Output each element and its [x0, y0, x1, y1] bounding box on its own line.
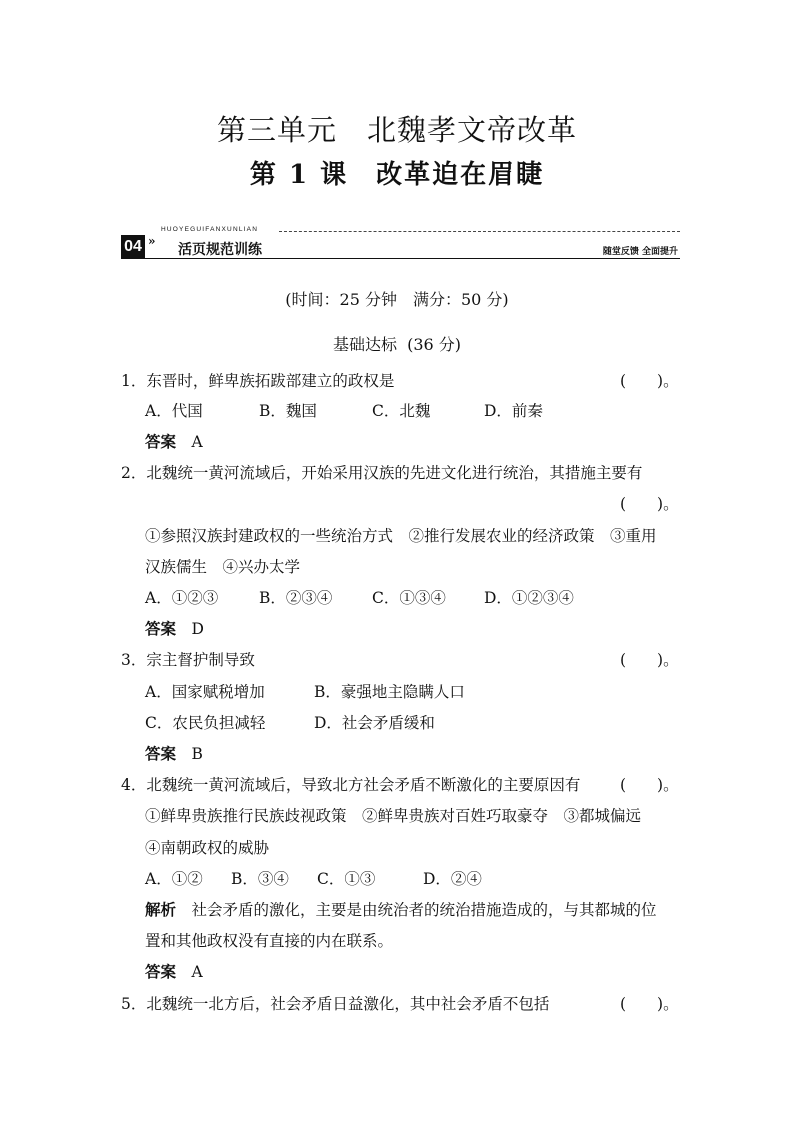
answer-label: 答案: [145, 744, 177, 763]
question-4-bracket: ( )。: [620, 776, 679, 794]
banner-label: 活页规范训练: [178, 242, 262, 258]
unit-title: 第三单元 北魏孝文帝改革: [216, 113, 577, 147]
question-1-option-a: A．代国: [145, 402, 203, 420]
question-3-answer: [145, 744, 203, 764]
question-4-option-d: D．②④: [423, 870, 482, 888]
question-2-option-d: D．①②③④: [484, 589, 574, 607]
question-4-answer: [145, 962, 203, 982]
answer-value: A: [191, 433, 203, 451]
section-title: 基础达标 (36 分): [332, 335, 462, 354]
question-5-bracket: ( )。: [620, 995, 679, 1013]
question-4-analysis-line1: [145, 900, 657, 920]
question-2-bracket: ( )。: [620, 495, 679, 513]
answer-label: 答案: [145, 962, 177, 981]
question-3-bracket: ( )。: [620, 651, 679, 669]
exam-info: (时间：25 分钟 满分：50 分): [285, 290, 509, 309]
banner-right-text: 随堂反馈 全面提升: [602, 247, 678, 257]
question-2-answer: [145, 619, 204, 639]
banner-pinyin: HUOYEGUIFANXUNLIAN: [161, 226, 259, 233]
question-1-bracket: ( )。: [620, 372, 679, 390]
banner-underline: [121, 258, 680, 259]
question-3-option-a: A．国家赋税增加: [145, 683, 265, 701]
answer-label: 答案: [145, 432, 177, 451]
double-chevron-icon: »: [148, 234, 156, 248]
question-2-items-line2: 汉族儒生 ④兴办太学: [145, 558, 301, 576]
question-2-option-b: B．②③④: [259, 589, 333, 607]
question-3-option-d: D．社会矛盾缓和: [314, 714, 435, 732]
answer-value: D: [191, 620, 204, 638]
question-4-stem: 4．北魏统一黄河流域后，导致北方社会矛盾不断激化的主要原因有: [121, 776, 581, 794]
question-4-option-a: A．①②: [145, 870, 203, 888]
question-1-answer: [145, 432, 203, 452]
question-2-option-a: A．①②③: [145, 589, 219, 607]
analysis-text: 社会矛盾的激化，主要是由统治者的统治措施造成的，与其都城的位: [191, 901, 657, 919]
answer-value: A: [191, 963, 203, 981]
question-4-option-b: B．③④: [231, 870, 289, 888]
question-1-option-c: C．北魏: [372, 402, 431, 420]
lesson-title: 第 1 课 改革迫在眉睫: [249, 160, 545, 190]
answer-label: 答案: [145, 619, 177, 638]
answer-value: B: [191, 745, 203, 763]
question-2-option-c: C．①③④: [372, 589, 446, 607]
question-2-stem: 2．北魏统一黄河流域后，开始采用汉族的先进文化进行统治，其措施主要有: [121, 464, 643, 482]
banner-dashed-rule: [279, 231, 680, 232]
question-4-items-line2: ④南朝政权的威胁: [145, 839, 270, 857]
question-2-items-line1: ①参照汉族封建政权的一些统治方式 ②推行发展农业的经济政策 ③重用: [145, 527, 657, 545]
practice-banner: [121, 222, 680, 260]
question-4-option-c: C．①③: [317, 870, 376, 888]
question-1-stem: 1．东晋时，鲜卑族拓跋部建立的政权是: [121, 372, 395, 390]
question-1-option-d: D．前秦: [484, 402, 543, 420]
question-3-option-b: B．豪强地主隐瞒人口: [314, 683, 465, 701]
question-3-stem: 3．宗主督护制导致: [121, 651, 255, 669]
analysis-label: 解析: [145, 901, 177, 919]
question-4-analysis-line2: 置和其他政权没有直接的内在联系。: [145, 932, 394, 950]
question-5-stem: 5．北魏统一北方后，社会矛盾日益激化，其中社会矛盾不包括: [121, 995, 550, 1013]
question-1-option-b: B．魏国: [259, 402, 317, 420]
question-4-items-line1: ①鲜卑贵族推行民族歧视政策 ②鲜卑贵族对百姓巧取豪夺 ③都城偏远: [145, 807, 642, 825]
question-3-option-c: C．农民负担减轻: [145, 714, 266, 732]
banner-number: 04: [121, 235, 145, 259]
